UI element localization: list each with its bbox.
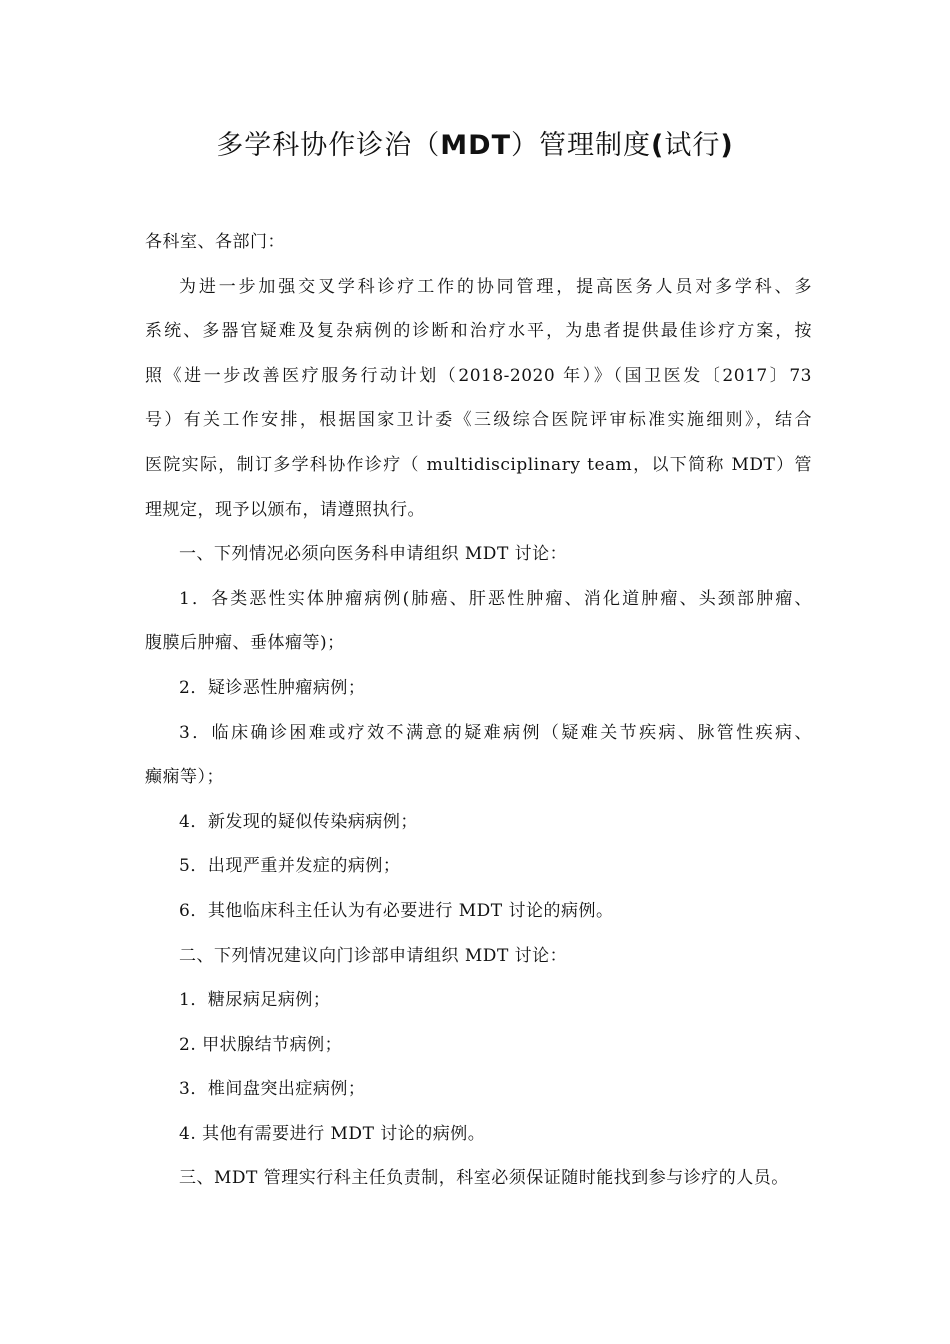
- section-1-item-1a: 1．各类恶性实体肿瘤病例(肺癌、肝恶性肿瘤、消化道肿瘤、头颈部肿瘤、: [179, 588, 812, 609]
- section-1-heading: 一、下列情况必须向医务科申请组织 MDT 讨论：: [179, 544, 568, 565]
- title-close-paren: ): [720, 130, 734, 161]
- intro-line-2: 系统、多器官疑难及复杂病例的诊断和治疗水平，为患者提供最佳诊疗方案，按: [145, 321, 812, 342]
- intro-line-3: 照《进一步改善医疗服务行动计划（2018-2020 年）》（国卫医发〔2017〕73: [145, 365, 812, 386]
- section-2-item-1: 1．糖尿病足病例；: [179, 990, 331, 1011]
- title-prefix: 多学科协作诊治（: [216, 130, 441, 161]
- intro-line-6: 理规定，现予以颁布，请遵照执行。: [145, 499, 425, 520]
- intro-line-4: 号）有关工作安排，根据国家卫计委《三级综合医院评审标准实施细则》，结合: [145, 410, 812, 431]
- intro-line-5: 医院实际，制订多学科协作诊疗（ multidisciplinary team，以下简称 MDT）管: [145, 454, 812, 475]
- section-1-item-1b: 腹膜后肿瘤、垂体瘤等)；: [145, 633, 345, 654]
- section-1-item-3b: 癫痫等）；: [145, 767, 224, 788]
- salutation: 各科室、各部门：: [145, 232, 285, 252]
- section-2-item-3: 3．椎间盘突出症病例；: [179, 1079, 366, 1100]
- section-2-heading: 二、下列情况建议向门诊部申请组织 MDT 讨论：: [179, 945, 568, 966]
- section-1-item-4: 4．新发现的疑似传染病病例；: [179, 811, 418, 832]
- section-1-item-3a: 3．临床确诊困难或疗效不满意的疑难病例（疑难关节疾病、脉管性疾病、: [179, 722, 812, 743]
- section-1-item-6: 6．其他临床科主任认为有必要进行 MDT 讨论的病例。: [179, 900, 614, 921]
- title-open-paren: (: [651, 130, 665, 161]
- section-1-item-5: 5．出现严重并发症的病例；: [179, 856, 401, 877]
- document-title: [0, 124, 950, 168]
- section-2-item-4: 4. 其他有需要进行 MDT 讨论的病例。: [179, 1123, 486, 1144]
- title-abbreviation: MDT: [440, 130, 511, 161]
- title-trial: 试行: [664, 130, 721, 161]
- document-body: [145, 220, 812, 1201]
- section-2-item-2: 2. 甲状腺结节病例；: [179, 1034, 343, 1055]
- section-1-item-2: 2．疑诊恶性肿瘤病例；: [179, 677, 366, 698]
- section-3-text: 三、MDT 管理实行科主任负责制，科室必须保证随时能找到参与诊疗的人员。: [179, 1168, 789, 1189]
- title-middle: ）管理制度: [511, 130, 651, 161]
- intro-line-1: 为进一步加强交叉学科诊疗工作的协同管理，提高医务人员对多学科、多: [179, 276, 812, 297]
